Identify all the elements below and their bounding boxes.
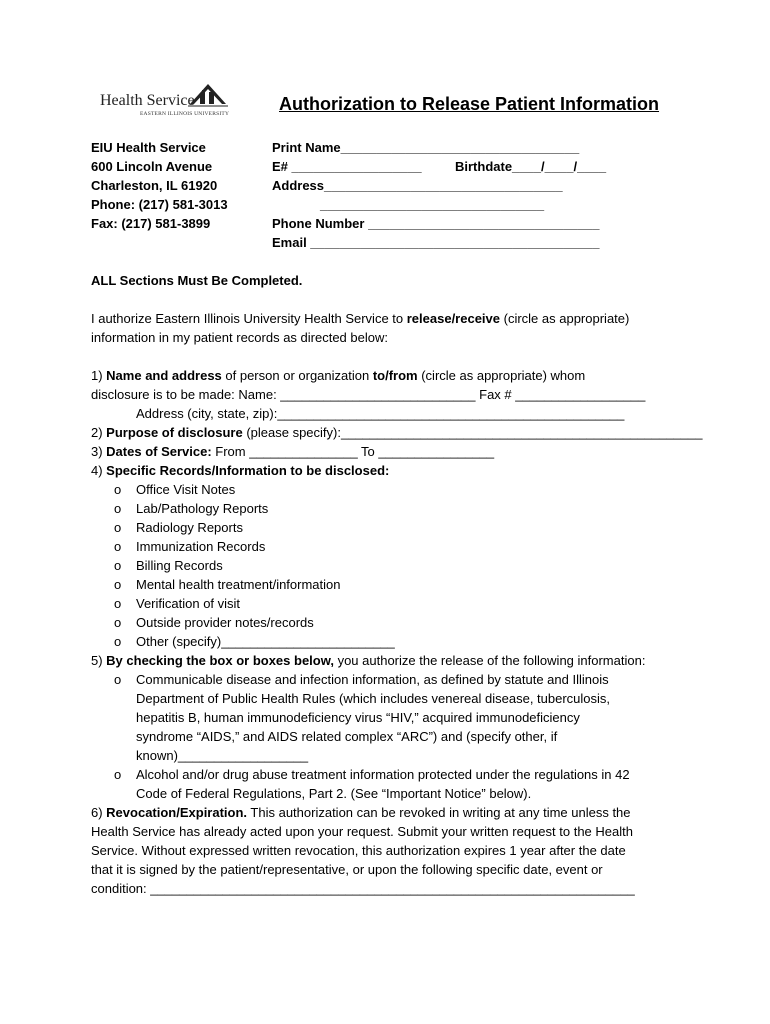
org-street: 600 Lincoln Avenue xyxy=(91,159,213,174)
record-option-billing[interactable]: o Billing Records xyxy=(114,558,223,573)
record-option-other[interactable]: o Other (specify)________________________ xyxy=(114,634,395,649)
section-3-dates[interactable] xyxy=(91,442,494,461)
org-city: Charleston, IL 61920 xyxy=(91,178,218,193)
intro-text-c: (circle as appropriate) xyxy=(500,311,630,326)
bullet-icon: o xyxy=(114,520,122,535)
record-option-mental-health[interactable]: o Mental health treatment/information xyxy=(114,577,341,592)
section-6-line-2: Health Service has already acted upon your request. Submit your written request to the Health xyxy=(91,824,633,839)
bullet-icon: o xyxy=(114,577,122,592)
intro-text-a: I authorize Eastern Illinois University Health Service to xyxy=(91,311,407,326)
bullet-icon: o xyxy=(114,767,122,782)
section-6-line-3: Service. Without expressed written revocation, this authorization expires 1 year after the date xyxy=(91,843,626,858)
section-1-label: Name and address xyxy=(106,368,222,383)
section-5-label: By checking the box or boxes below, xyxy=(106,653,334,668)
section-6-text: This authorization can be revoked in writing at any time unless the xyxy=(247,805,631,820)
section-5-number: 5) xyxy=(91,653,107,668)
bullet-icon: o xyxy=(114,672,122,687)
health-service-logo xyxy=(100,82,230,118)
record-option-verification[interactable]: o Verification of visit xyxy=(114,596,241,611)
address-field[interactable]: Address_________________________________ xyxy=(272,178,563,193)
org-name: EIU Health Service xyxy=(91,140,206,155)
e-number-field[interactable]: E# __________________ xyxy=(272,159,422,174)
phone-number-field[interactable]: Phone Number ________________________________ xyxy=(272,216,600,231)
section-5-heading xyxy=(91,651,645,670)
section-2-purpose[interactable] xyxy=(91,423,702,442)
release-option-alcohol-drug[interactable]: o Alcohol and/or drug abuse treatment information protected under the regulations in 42 xyxy=(114,767,630,782)
section-3-number: 3) xyxy=(91,444,107,459)
recipient-name-fax-field[interactable]: disclosure is to be made: Name: ___________________________ Fax # __________________ xyxy=(91,387,646,402)
record-option-lab-pathology[interactable]: o Lab/Pathology Reports xyxy=(114,501,269,516)
section-1-text-1: of person or organization xyxy=(221,368,373,383)
communicable-disease-line-3: hepatitis B, human immunodeficiency virus “HIV,” acquired immunodeficiency xyxy=(136,710,580,725)
release-option-communicable-disease[interactable]: o Communicable disease and infection information, as defined by statute and Illinois xyxy=(114,672,609,687)
communicable-disease-other-field[interactable]: known)__________________ xyxy=(136,748,309,763)
section-5-text: you authorize the release of the following information: xyxy=(333,653,646,668)
bullet-icon: o xyxy=(114,539,122,554)
email-field[interactable]: Email ________________________________________ xyxy=(272,235,600,250)
to-from-choice[interactable]: to/from xyxy=(372,368,418,383)
section-3-label: Dates of Service: xyxy=(106,444,212,459)
logo-subtitle: EASTERN ILLINOIS UNIVERSITY xyxy=(140,111,230,117)
bullet-icon: o xyxy=(114,596,122,611)
section-4-number: 4) xyxy=(91,463,107,478)
section-6-line-4: that it is signed by the patient/representative, or upon the following specific date, event or xyxy=(91,862,603,877)
page-title: Authorization to Release Patient Information xyxy=(279,94,660,114)
section-4-label: Specific Records/Information to be disclosed: xyxy=(106,463,390,478)
building-icon xyxy=(188,82,228,112)
section-2-label: Purpose of disclosure xyxy=(106,425,243,440)
release-receive-choice[interactable]: release/receive xyxy=(406,311,501,326)
record-option-radiology[interactable]: o Radiology Reports xyxy=(114,520,243,535)
bullet-icon: o xyxy=(114,558,122,573)
intro-line-1 xyxy=(91,309,629,328)
expiration-condition-field[interactable]: condition: ___________________________________________________________________ xyxy=(91,881,635,896)
purpose-field[interactable]: (please specify):__________________________________________________ xyxy=(242,425,703,440)
print-name-field[interactable]: Print Name_________________________________ xyxy=(272,140,580,155)
address-line2-field[interactable]: _______________________________ xyxy=(320,197,545,212)
record-option-immunization[interactable]: o Immunization Records xyxy=(114,539,266,554)
section-1-text-2: (circle as appropriate) whom xyxy=(417,368,586,383)
recipient-address-field[interactable]: Address (city, state, zip):________________________________________________ xyxy=(136,406,625,421)
org-fax: Fax: (217) 581-3899 xyxy=(91,216,211,231)
section-4-heading xyxy=(91,461,389,480)
section-6-heading xyxy=(91,803,631,822)
bullet-icon: o xyxy=(114,634,122,649)
record-option-office-visit[interactable]: o Office Visit Notes xyxy=(114,482,236,497)
communicable-disease-line-2: Department of Public Health Rules (which includes venereal disease, tuberculosis, xyxy=(136,691,611,706)
section-1-heading xyxy=(91,366,585,385)
section-6-number: 6) xyxy=(91,805,107,820)
dates-of-service-field[interactable]: From _______________ To ________________ xyxy=(211,444,495,459)
org-phone: Phone: (217) 581-3013 xyxy=(91,197,228,212)
alcohol-drug-line-2: Code of Federal Regulations, Part 2. (See “Important Notice” below). xyxy=(136,786,532,801)
bullet-icon: o xyxy=(114,482,122,497)
section-1-number: 1) xyxy=(91,368,107,383)
birthdate-field[interactable]: Birthdate____/____/____ xyxy=(455,159,607,174)
section-2-number: 2) xyxy=(91,425,107,440)
required-note: ALL Sections Must Be Completed. xyxy=(91,273,303,288)
bullet-icon: o xyxy=(114,615,122,630)
intro-line-2: information in my patient records as directed below: xyxy=(91,330,388,345)
bullet-icon: o xyxy=(114,501,122,516)
section-6-label: Revocation/Expiration. xyxy=(106,805,248,820)
logo-name: Health Service xyxy=(100,92,195,109)
record-option-outside-provider[interactable]: o Outside provider notes/records xyxy=(114,615,314,630)
communicable-disease-line-4: syndrome “AIDS,” and AIDS related complex “ARC”) and (specify other, if xyxy=(136,729,558,744)
